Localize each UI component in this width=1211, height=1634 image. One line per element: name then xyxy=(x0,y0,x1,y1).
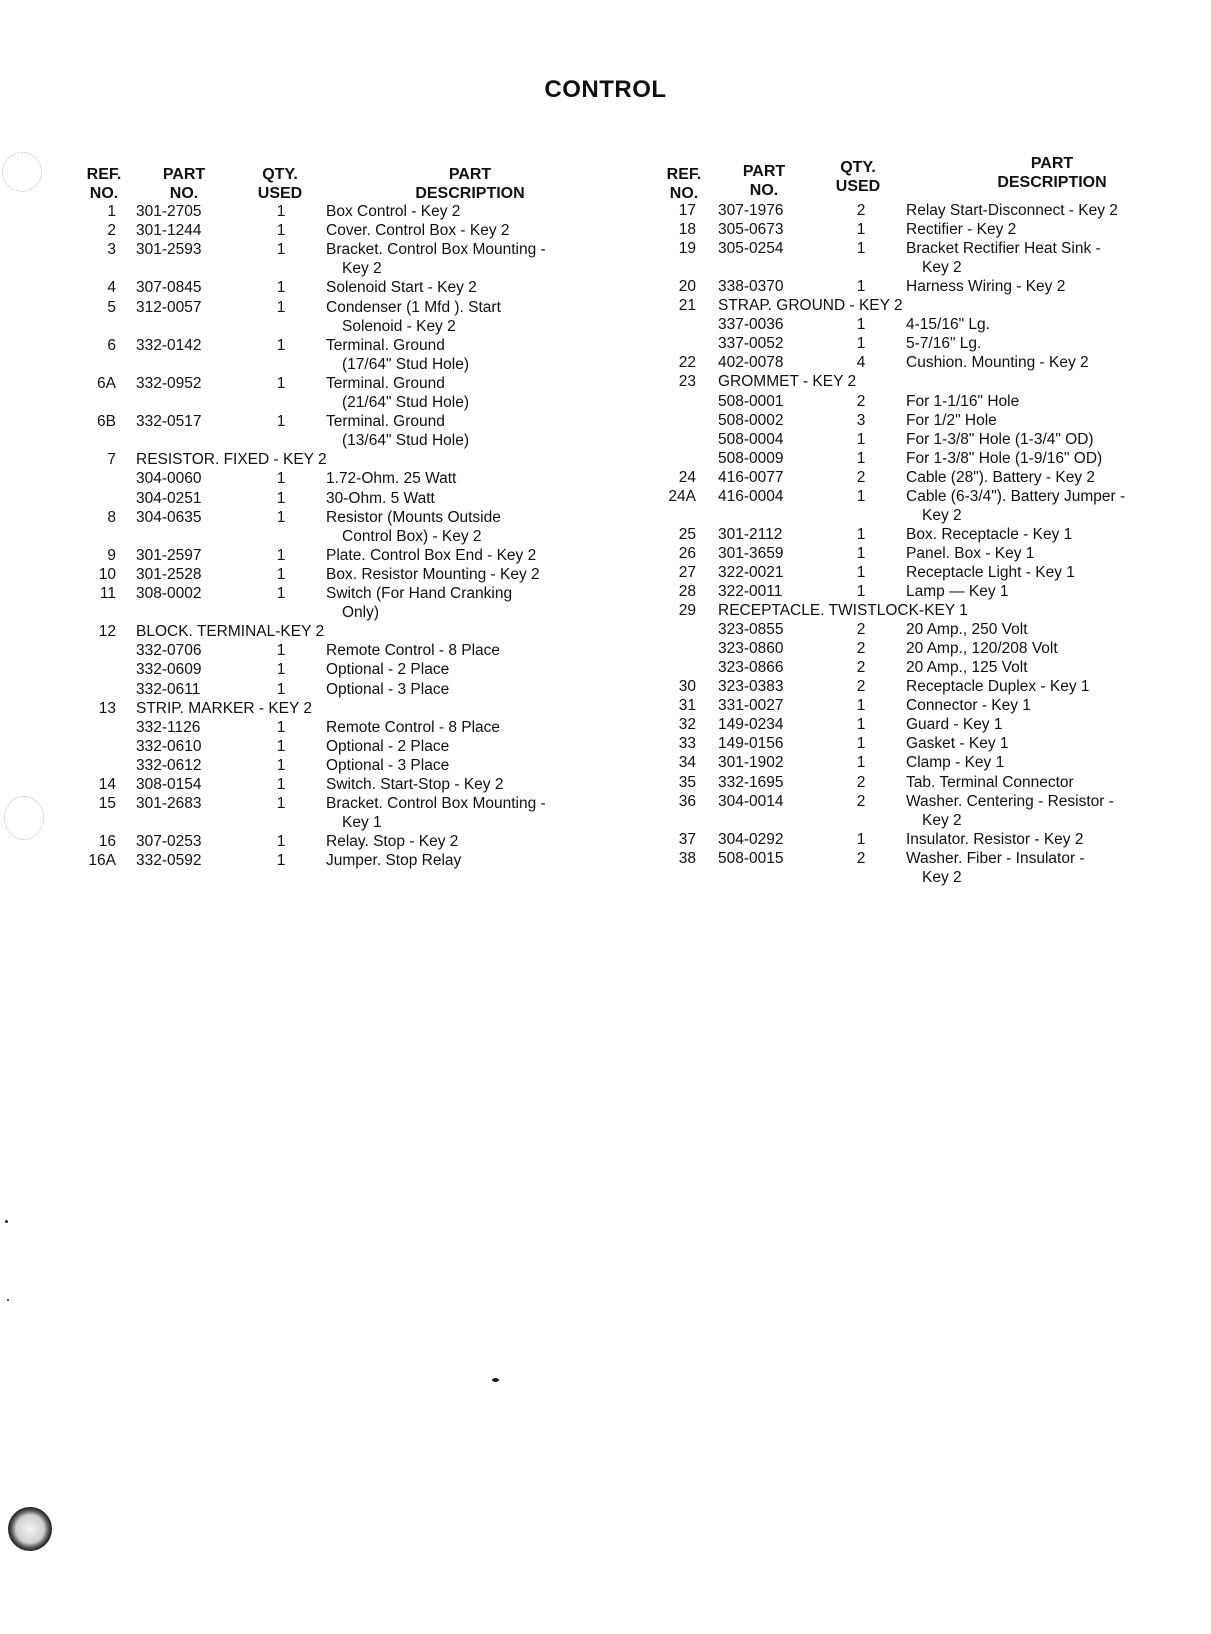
qty-used: 1 xyxy=(276,508,286,526)
part-description: For 1-3/8" Hole (1-9/16" OD) xyxy=(906,449,1103,467)
part-description: Optional - 2 Place xyxy=(326,661,450,679)
part-no: 332-0706 xyxy=(136,642,202,660)
header-qty-left xyxy=(248,165,312,203)
header-part-line1: PART xyxy=(162,166,206,183)
qty-used: 1 xyxy=(276,565,286,583)
table-row xyxy=(0,334,1211,354)
part-description: Box Control - Key 2 xyxy=(326,203,461,220)
part-no: 301-2528 xyxy=(136,565,202,583)
part-description: Receptacle Light - Key 1 xyxy=(906,563,1075,581)
qty-used: 1 xyxy=(276,470,286,488)
scan-speck xyxy=(7,1299,9,1301)
qty-used: 1 xyxy=(856,278,866,296)
table-row xyxy=(0,544,1211,564)
table-row xyxy=(0,563,1211,583)
header-part-line2: NO. xyxy=(749,182,779,199)
part-description: Cover. Control Box - Key 2 xyxy=(326,222,510,240)
part-description: Optional - 3 Place xyxy=(326,756,450,774)
part-description: Gasket - Key 1 xyxy=(906,735,1009,753)
header-desc-line2: DESCRIPTION xyxy=(415,185,525,202)
table-row xyxy=(0,620,1211,640)
part-description: Bracket. Control Box Mounting - xyxy=(326,241,546,259)
part-description: Harness Wiring - Key 2 xyxy=(906,278,1066,296)
part-description: Relay Start-Disconnect - Key 2 xyxy=(906,202,1118,219)
part-description: Guard - Key 1 xyxy=(906,716,1003,734)
ref-no: 5 xyxy=(107,298,116,316)
page-title: CONTROL xyxy=(544,76,667,103)
ref-no: 19 xyxy=(678,240,696,258)
part-no: 308-0154 xyxy=(136,776,202,793)
qty-used: 1 xyxy=(856,449,866,467)
qty-used: 1 xyxy=(856,716,866,734)
ref-no: 30 xyxy=(678,678,696,696)
header-part-line1: PART xyxy=(742,163,786,180)
qty-used: 1 xyxy=(276,833,286,851)
part-no: 331-0027 xyxy=(718,697,784,715)
part-description: Condenser (1 Mfd ). Start xyxy=(326,298,501,316)
part-description: Bracket. Control Box Mounting - xyxy=(326,795,546,813)
part-no: 301-2683 xyxy=(136,795,202,813)
part-no: 323-0855 xyxy=(718,621,784,639)
part-no: RESISTOR. FIXED - KEY 2 xyxy=(136,451,327,469)
qty-used: 2 xyxy=(856,678,866,696)
part-no: GROMMET - KEY 2 xyxy=(718,373,857,391)
qty-used: 2 xyxy=(856,468,866,486)
part-no: 312-0057 xyxy=(136,298,202,316)
part-no: 332-0142 xyxy=(136,336,202,354)
part-no: 337-0036 xyxy=(718,316,784,334)
qty-used: 2 xyxy=(856,202,866,219)
part-description: Washer. Fiber - Insulator - xyxy=(906,849,1085,867)
table-row xyxy=(0,449,1211,469)
part-no: RECEPTACLE. TWISTLOCK-KEY 1 xyxy=(718,602,968,620)
part-no: 332-0612 xyxy=(136,756,202,774)
ref-no: 22 xyxy=(678,354,696,372)
part-no: 304-0292 xyxy=(718,830,784,848)
part-description: (21/64" Stud Hole) xyxy=(342,394,469,411)
table-row xyxy=(0,201,1211,221)
part-no: 416-0077 xyxy=(718,468,784,486)
part-description: Box. Resistor Mounting - Key 2 xyxy=(326,565,540,583)
header-qty-right xyxy=(826,158,890,196)
table-row xyxy=(0,430,1211,450)
part-description: Cable (28"). Battery - Key 2 xyxy=(906,468,1095,486)
ref-no: 37 xyxy=(678,830,696,848)
part-no: 301-1244 xyxy=(136,222,202,240)
faint-binder-hole-top xyxy=(2,152,42,192)
part-no: 332-1695 xyxy=(718,773,784,791)
header-ref-left xyxy=(82,165,126,203)
ref-no: 26 xyxy=(678,544,696,562)
header-qty-line1: QTY. xyxy=(262,166,298,183)
part-description: 4-15/16" Lg. xyxy=(906,316,990,334)
part-no: 332-0952 xyxy=(136,374,202,392)
qty-used: 1 xyxy=(856,221,866,239)
part-no: 508-0015 xyxy=(718,849,784,867)
part-description: 20 Amp., 250 Volt xyxy=(906,621,1028,639)
qty-used: 1 xyxy=(856,430,866,448)
header-desc-line1: PART xyxy=(1030,155,1074,172)
qty-used: 1 xyxy=(276,489,286,507)
qty-used: 2 xyxy=(856,792,866,810)
part-description: Optional - 3 Place xyxy=(326,680,450,698)
qty-used: 1 xyxy=(276,718,286,736)
ref-no: 16A xyxy=(88,852,116,870)
part-description: Key 2 xyxy=(922,868,962,886)
part-description: Key 2 xyxy=(922,259,962,277)
part-no: 301-2593 xyxy=(136,241,202,259)
ref-no: 4 xyxy=(107,279,116,297)
part-description: Terminal. Ground xyxy=(326,374,445,392)
ref-no: 29 xyxy=(678,602,696,620)
qty-used: 1 xyxy=(276,298,286,316)
ref-no: 23 xyxy=(678,373,696,391)
part-no: 508-0004 xyxy=(718,430,784,448)
qty-used: 2 xyxy=(856,392,866,410)
part-no: 308-0002 xyxy=(136,585,202,602)
table-row xyxy=(0,296,1211,316)
part-description: Relay. Stop - Key 2 xyxy=(326,833,459,851)
part-description: Key 2 xyxy=(342,260,382,278)
part-description: Connector - Key 1 xyxy=(906,697,1031,715)
qty-used: 1 xyxy=(276,203,286,220)
table-row xyxy=(0,487,1211,507)
part-description: Key 2 xyxy=(922,506,962,524)
qty-used: 1 xyxy=(276,776,286,793)
part-description: Box. Receptacle - Key 1 xyxy=(906,525,1073,543)
ref-no: 34 xyxy=(678,754,696,772)
header-qty-line2: USED xyxy=(257,185,303,202)
ref-no: 6A xyxy=(97,374,116,392)
part-description: (13/64" Stud Hole) xyxy=(342,432,469,450)
table-row xyxy=(0,792,1211,812)
header-part-left xyxy=(152,165,216,203)
part-description: For 1-3/8" Hole (1-3/4" OD) xyxy=(906,430,1094,448)
table-row xyxy=(0,734,1211,754)
table-row xyxy=(0,525,1211,545)
qty-used: 1 xyxy=(276,680,286,698)
table-row xyxy=(0,868,1211,888)
header-desc-line2: DESCRIPTION xyxy=(997,174,1107,191)
part-no: 307-1976 xyxy=(718,202,784,219)
qty-used: 2 xyxy=(856,640,866,658)
header-ref-line2: NO. xyxy=(669,185,699,202)
table-row xyxy=(0,639,1211,659)
ref-no: 38 xyxy=(678,849,696,867)
ref-no: 1 xyxy=(107,203,116,220)
part-description: Receptacle Duplex - Key 1 xyxy=(906,678,1090,696)
part-description: (17/64" Stud Hole) xyxy=(342,355,469,373)
ref-no: 24A xyxy=(668,487,696,505)
part-no: 305-0673 xyxy=(718,221,784,239)
part-description: Cushion. Mounting - Key 2 xyxy=(906,354,1089,372)
ref-no: 6B xyxy=(97,413,116,431)
qty-used: 1 xyxy=(856,525,866,543)
ref-no: 25 xyxy=(678,525,696,543)
qty-used: 1 xyxy=(856,544,866,562)
qty-used: 1 xyxy=(856,735,866,753)
qty-used: 1 xyxy=(276,661,286,679)
ref-no: 3 xyxy=(107,241,116,259)
qty-used: 1 xyxy=(276,279,286,297)
part-description: For 1/2" Hole xyxy=(906,411,997,429)
header-desc-left xyxy=(370,165,570,203)
table-row xyxy=(0,277,1211,297)
ref-no: 13 xyxy=(98,699,116,717)
part-no: BLOCK. TERMINAL-KEY 2 xyxy=(136,623,325,641)
table-row xyxy=(0,411,1211,431)
part-no: 416-0004 xyxy=(718,487,784,505)
part-description: Insulator. Resistor - Key 2 xyxy=(906,830,1084,848)
qty-used: 1 xyxy=(856,583,866,600)
part-no: 149-0234 xyxy=(718,716,784,734)
part-description: Resistor (Mounts Outside xyxy=(326,508,501,526)
part-description: 30-Ohm. 5 Watt xyxy=(326,489,435,507)
qty-used: 1 xyxy=(856,830,866,848)
header-ref-line2: NO. xyxy=(89,185,119,202)
qty-used: 1 xyxy=(276,546,286,564)
qty-used: 1 xyxy=(276,756,286,774)
part-description: Optional - 2 Place xyxy=(326,737,450,755)
part-no: 149-0156 xyxy=(718,735,784,753)
part-no: 508-0002 xyxy=(718,411,784,429)
table-row xyxy=(0,849,1211,869)
ref-no: 31 xyxy=(678,697,696,715)
part-description: 20 Amp., 125 Volt xyxy=(906,659,1028,677)
part-description: Remote Control - 8 Place xyxy=(326,642,501,660)
part-no: 332-0592 xyxy=(136,852,202,870)
qty-used: 2 xyxy=(856,849,866,867)
table-row xyxy=(0,315,1211,335)
header-ref-right xyxy=(662,165,706,203)
binder-hole-graphic xyxy=(8,1507,52,1551)
table-row xyxy=(0,392,1211,412)
part-description: 20 Amp., 120/208 Volt xyxy=(906,640,1058,658)
part-no: 304-0014 xyxy=(718,792,784,810)
part-no: STRAP. GROUND - KEY 2 xyxy=(718,297,903,315)
part-description: Solenoid Start - Key 2 xyxy=(326,279,477,297)
qty-used: 2 xyxy=(856,621,866,639)
part-description: Terminal. Ground xyxy=(326,413,445,431)
part-description: Remote Control - 8 Place xyxy=(326,718,501,736)
table-row xyxy=(0,696,1211,716)
table-row xyxy=(0,258,1211,278)
part-description: Rectifier - Key 2 xyxy=(906,221,1017,239)
table-row xyxy=(0,582,1211,602)
part-description: Tab. Terminal Connector xyxy=(906,773,1074,791)
table-row xyxy=(0,468,1211,488)
part-no: STRIP. MARKER - KEY 2 xyxy=(136,699,313,717)
table-row xyxy=(0,773,1211,793)
part-no: 338-0370 xyxy=(718,278,784,296)
ref-no: 2 xyxy=(107,222,116,240)
table-row xyxy=(0,677,1211,697)
faint-binder-hole-middle xyxy=(4,796,44,840)
part-description: Only) xyxy=(342,604,380,622)
part-no: 304-0251 xyxy=(136,489,202,507)
table-row xyxy=(0,220,1211,240)
ref-no: 7 xyxy=(107,451,116,469)
qty-used: 1 xyxy=(856,487,866,505)
part-no: 301-2112 xyxy=(718,525,783,543)
table-row xyxy=(0,753,1211,773)
qty-used: 1 xyxy=(276,241,286,259)
qty-used: 1 xyxy=(276,374,286,392)
part-no: 305-0254 xyxy=(718,240,784,258)
qty-used: 1 xyxy=(276,852,286,870)
part-description: Cable (6-3/4"). Battery Jumper - xyxy=(906,487,1126,505)
header-ref-line1: REF. xyxy=(86,166,122,183)
part-description: Clamp - Key 1 xyxy=(906,754,1005,772)
part-description: Washer. Centering - Resistor - xyxy=(906,792,1114,810)
qty-used: 1 xyxy=(276,737,286,755)
part-no: 332-0517 xyxy=(136,413,202,431)
ref-no: 8 xyxy=(107,508,116,526)
qty-used: 1 xyxy=(276,642,286,660)
ref-no: 27 xyxy=(678,563,696,581)
qty-used: 1 xyxy=(856,316,866,334)
qty-used: 1 xyxy=(856,754,866,772)
part-description: 5-7/16" Lg. xyxy=(906,335,982,353)
header-part-right xyxy=(732,162,796,200)
ref-no: 10 xyxy=(98,565,116,583)
part-description: Bracket Rectifier Heat Sink - xyxy=(906,240,1101,258)
part-no: 304-0635 xyxy=(136,508,202,526)
qty-used: 1 xyxy=(276,222,286,240)
ref-no: 16 xyxy=(98,833,116,851)
qty-used: 2 xyxy=(856,773,866,791)
part-no: 301-1902 xyxy=(718,754,784,772)
part-no: 304-0060 xyxy=(136,470,202,488)
header-desc-right xyxy=(962,154,1142,192)
part-description: Control Box) - Key 2 xyxy=(342,527,482,545)
table-row xyxy=(0,372,1211,392)
ref-no: 15 xyxy=(98,795,116,813)
qty-used: 3 xyxy=(856,411,866,429)
part-no: 402-0078 xyxy=(718,354,784,372)
part-description: Lamp — Key 1 xyxy=(906,583,1009,600)
qty-used: 1 xyxy=(856,563,866,581)
ref-no: 33 xyxy=(678,735,696,753)
ref-no: 12 xyxy=(98,623,116,641)
table-row xyxy=(0,239,1211,259)
part-no: 337-0052 xyxy=(718,335,784,353)
table-row xyxy=(0,830,1211,850)
part-no: 323-0866 xyxy=(718,659,784,677)
qty-used: 1 xyxy=(856,697,866,715)
ref-no: 20 xyxy=(678,278,696,296)
ref-no: 32 xyxy=(678,716,696,734)
header-part-line2: NO. xyxy=(169,185,199,202)
table-row xyxy=(0,353,1211,373)
qty-used: 1 xyxy=(276,585,286,602)
ref-no: 11 xyxy=(99,585,116,602)
part-no: 508-0009 xyxy=(718,449,784,467)
part-description: Jumper. Stop Relay xyxy=(326,852,462,870)
qty-used: 1 xyxy=(276,795,286,813)
part-no: 323-0860 xyxy=(718,640,784,658)
part-no: 307-0253 xyxy=(136,833,202,851)
qty-used: 1 xyxy=(276,413,286,431)
table-row xyxy=(0,811,1211,831)
scan-speck xyxy=(5,1220,8,1223)
part-description: Solenoid - Key 2 xyxy=(342,317,456,335)
header-desc-line1: PART xyxy=(448,166,492,183)
part-description: Switch. Start-Stop - Key 2 xyxy=(326,776,504,793)
qty-used: 2 xyxy=(856,659,866,677)
part-description: Key 2 xyxy=(922,811,962,829)
ref-no: 14 xyxy=(98,776,116,793)
table-row xyxy=(0,658,1211,678)
ref-no: 6 xyxy=(107,336,116,354)
part-no: 301-2597 xyxy=(136,546,202,564)
part-description: Panel. Box - Key 1 xyxy=(906,544,1035,562)
part-no: 323-0383 xyxy=(718,678,784,696)
part-no: 322-0011 xyxy=(718,583,783,600)
part-description: Terminal. Ground xyxy=(326,336,445,354)
part-description: Switch (For Hand Cranking xyxy=(326,585,513,602)
ref-no: 24 xyxy=(678,468,696,486)
ref-no: 18 xyxy=(678,221,696,239)
table-row xyxy=(0,506,1211,526)
part-no: 307-0845 xyxy=(136,279,202,297)
part-no: 301-2705 xyxy=(136,203,202,220)
ref-no: 36 xyxy=(678,792,696,810)
part-description: 1.72-Ohm. 25 Watt xyxy=(326,470,457,488)
ref-no: 28 xyxy=(678,583,696,600)
table-row xyxy=(0,601,1211,621)
qty-used: 1 xyxy=(856,335,866,353)
ref-no: 35 xyxy=(678,773,696,791)
part-no: 332-0611 xyxy=(136,680,201,698)
part-no: 332-0610 xyxy=(136,737,202,755)
header-qty-line1: QTY. xyxy=(840,159,876,176)
part-description: Plate. Control Box End - Key 2 xyxy=(326,546,537,564)
part-no: 322-0021 xyxy=(718,563,784,581)
part-no: 301-3659 xyxy=(718,544,784,562)
part-description: For 1-1/16" Hole xyxy=(906,392,1020,410)
part-no: 508-0001 xyxy=(718,392,784,410)
scan-speck xyxy=(492,1378,499,1382)
header-qty-line2: USED xyxy=(835,178,881,195)
qty-used: 1 xyxy=(856,240,866,258)
header-ref-line1: REF. xyxy=(666,166,702,183)
part-no: 332-0609 xyxy=(136,661,202,679)
part-description: Key 1 xyxy=(342,814,382,832)
table-row xyxy=(0,715,1211,735)
ref-no: 17 xyxy=(678,202,696,219)
ref-no: 21 xyxy=(678,297,696,315)
qty-used: 4 xyxy=(856,354,866,372)
ref-no: 9 xyxy=(107,546,116,564)
qty-used: 1 xyxy=(276,336,286,354)
part-no: 332-1126 xyxy=(136,718,201,736)
